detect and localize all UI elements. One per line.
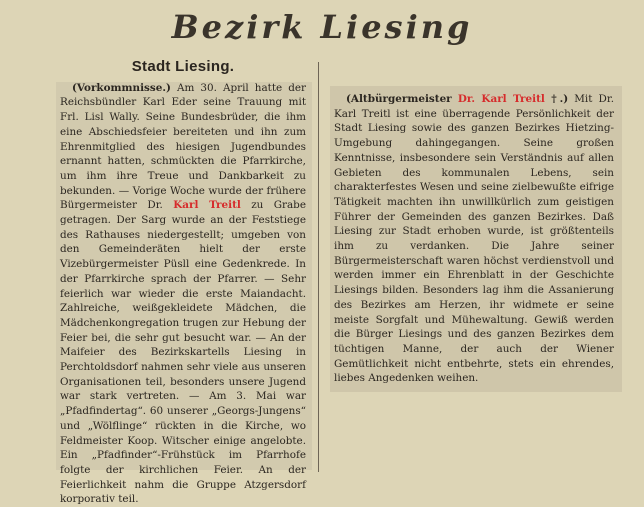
cross-symbol: †.): [544, 93, 569, 105]
masthead-title: Bezirk Liesing: [171, 8, 473, 46]
article-text-part2: zu Grabe getragen. Der Sarg wurde an der Feststiege des Rathauses niedergestellt; umgeben von den Gemeinderäten hielt der erste Vizebürgermeister Püsll eine Gedenkrede. In der Pfarrkirche sprach der Pfarrer. — Sehr feierlich war wieder die erste Maiandacht. Zahlreiche, weißgekleidete Mädchen, die Mädchenkongregation trugen zur Hebung der Feier bei, die sehr gut besucht war. — An der Maifeier des Bezirkskartells Liesing in Perchtoldsdorf nahmen sehr viele aus unseren Organisationen teil, besonders unsere Jugend war stark vertreten. — Am 3. Mai war „Pfadfindertag“. 60 unserer „Georgs-Jungens“ und „Wölflinge“ rückten in die Kirche, wo Feldmeister Koop. Witscher einige angelobte. Ein „Pfadfinder“-Frühstück im Pfarrhofe folgte der kirchlichen Feier. An der Feierlichkeit nahm die Gruppe Atzgersdorf korporativ teil.: [60, 199, 306, 506]
article-text: Mit Dr. Karl Treitl ist eine überragende Persönlichkeit der Stadt Liesing sowie des ganzen Bezirkes Hietzing-Umgebung dahingegangen. Seine großen Kenntnisse, insbesondere sein Verständnis auf allen Gebieten des kommunalen Lebens, sein charakterfestes Wesen und seine zielbewußte eifrige Tätigkeit machten ihn unwillkürlich zum geistigen Führer der Gemeinden des ganzen Bezirkes. Daß Liesing zur Stadt erhoben wurde, ist größtenteils ihm zu verdanken. Die Jahre seiner Bürgermeisterschaft waren höchst verdienstvoll und werden immer ein Ehrenblatt in der Geschichte Liesings bilden. Besonders lag ihm die Assanierung des Bezirkes am Herzen, ihr widmete er seine meiste Sorgfalt und Mühewaltung. Gewiß werden die Bürger Liesings und des ganzen Bezirkes dem tüchtigen Manne, der auch der Wiener Gemütlichkeit nicht entbehrte, stets ein ehrendes, liebes Angedenken weihen.: [334, 93, 615, 385]
article-altbuergermeister: [334, 92, 614, 386]
left-column: [60, 60, 306, 507]
section-title: Stadt Liesing.: [131, 58, 235, 75]
column-divider: [318, 62, 319, 472]
article-tag: (Vorkommnisse.): [72, 81, 171, 94]
article-vorkommnisse: [60, 81, 306, 507]
article-tag: (Altbürgermeister: [346, 93, 452, 105]
masthead: [0, 8, 644, 56]
right-column: [334, 92, 614, 386]
article-text-part1: Am 30. April hatte der Reichsbündler Karl Eder seine Trauung mit Frl. Lisl Wally. Seine Bundesbrüder, die ihm eine Abschiedsfeier bereiteten und ihn zum Ehrenmitglied des hiesigen Jugendbundes ernannt hatten, schmückten die Pfarrkirche, um ihm ihre Treue und Dankbarkeit zu bekunden. — Vorige Woche wurde der frühere Bürgermeister Dr.: [60, 81, 306, 212]
highlighted-name: Karl Treitl: [173, 199, 241, 212]
highlighted-name: Dr. Karl Treitl: [457, 93, 545, 105]
